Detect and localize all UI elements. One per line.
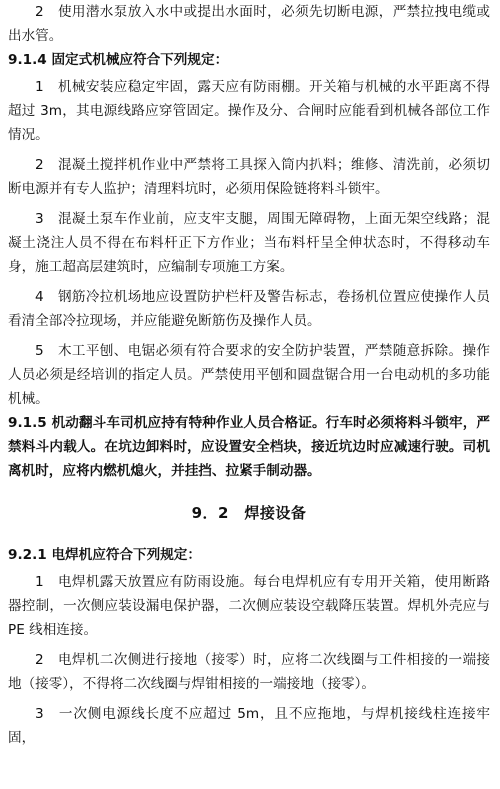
paragraph-9-2-1-item-1: 1 电焊机露天放置应有防雨设施。每台电焊机应有专用开关箱，使用断路器控制，一次侧应装设漏电保护器，二次侧应装设空载降压装置。焊机外壳应与 PE 线相连接。: [8, 574, 490, 638]
section-title: 9．2 焊接设备: [191, 504, 307, 522]
clause-number: 9.1.4: [8, 52, 47, 68]
paragraph-9-1-4-item-2: 2 混凝土搅拌机作业中严禁将工具探入筒内扒料；维修、清洗前，必须切断电源并有专人监护；清理料坑时，必须用保险链将料斗锁牢。: [8, 157, 490, 197]
paragraph-9-1-4-item-3: 3 混凝土泵车作业前，应支牢支腿，周围无障碍物，上面无架空线路；混凝土浇注人员不得在布料杆正下方作业；当布料杆呈全伸状态时，不得移动车身，施工超高层建筑时，应编制专项施工方案。: [8, 211, 490, 275]
paragraph-9-1-4-item-4: 4 钢筋冷拉机场地应设置防护栏杆及警告标志，卷扬机位置应使操作人员看清全部冷拉现场，并应能避免断筋伤及操作人员。: [8, 289, 490, 329]
clause-9-1-4: 9.1.4 固定式机械应符合下列规定：: [8, 52, 229, 68]
clause-9-2-1: 9.2.1 电焊机应符合下列规定：: [8, 547, 201, 563]
paragraph-9-2-1-item-3: 3 一次侧电源线长度不应超过 5m，且不应拖地，与焊机接线柱连接牢固，: [8, 706, 490, 746]
paragraph-9-1-4-item-5: 5 木工平刨、电锯必须有符合要求的安全防护装置，严禁随意拆除。操作人员必须是经培训的指定人员。严禁使用平刨和圆盘锯合用一台电动机的多功能机械。: [8, 343, 490, 407]
clause-9-1-5: 9.1.5 机动翻斗车司机应持有特种作业人员合格证。行车时必须将料斗锁牢，严禁料斗内载人。在坑边卸料时，应设置安全档块，接近坑边时应减速行驶。司机离机时，应将内燃机熄火，并挂挡、拉紧手制动器。: [8, 415, 490, 479]
clause-number: 9.1.5: [8, 415, 47, 431]
clause-number: 9.2.1: [8, 547, 47, 563]
paragraph-9-2-1-item-2: 2 电焊机二次侧进行接地（接零）时，应将二次线圈与工件相接的一端接地（接零），不得将二次线圈与焊钳相接的一端接地（接零）。: [8, 652, 490, 692]
paragraph-9-1-3-item-2: 2 使用潜水泵放入水中或提出水面时，必须先切断电源，严禁拉拽电缆或出水管。: [8, 4, 490, 44]
paragraph-9-1-4-item-1: 1 机械安装应稳定牢固，露天应有防雨棚。开关箱与机械的水平距离不得超过 3m，其电源线路应穿管固定。操作及分、合闸时应能看到机械各部位工作情况。: [8, 79, 490, 143]
